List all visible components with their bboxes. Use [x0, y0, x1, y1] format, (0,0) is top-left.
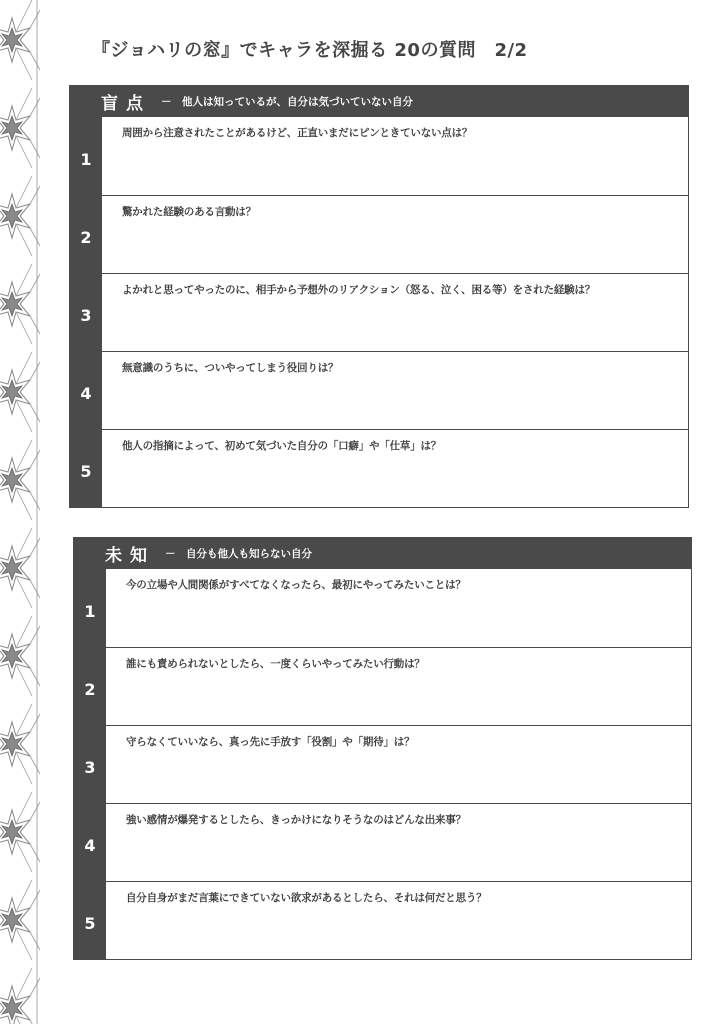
question-number: 2: [70, 196, 102, 273]
question-number: 5: [70, 430, 102, 507]
section-unknown: [73, 537, 692, 960]
question-row: [74, 803, 691, 882]
question-text: 周囲から注意されたことがあるけど、正直いまだにピンときていない点は？: [122, 127, 473, 139]
question-number: 1: [70, 117, 102, 195]
question-list: [73, 569, 692, 960]
section-subtitle: － 他人は知っているが、自分は気づいていない自分: [161, 95, 413, 108]
question-number: 4: [74, 804, 106, 881]
section-title: 盲点: [101, 93, 151, 114]
question-text: 強い感情が爆発するとしたら、きっかけになりそうなのはどんな出来事？: [126, 814, 466, 826]
question-text: 今の立場や人間関係がすべてなくなったら、最初にやってみたいことは？: [126, 579, 466, 591]
question-number: 5: [74, 882, 106, 959]
page-title: 『ジョハリの窓』でキャラを深掘る 20の質問 2/2: [92, 40, 528, 61]
question-row: [74, 725, 691, 804]
question-number: 2: [74, 648, 106, 725]
section-title: 未知: [105, 545, 155, 566]
question-row: [70, 195, 688, 274]
question-text: 無意識のうちに、ついやってしまう役回りは？: [122, 362, 339, 374]
question-row: [70, 429, 688, 508]
question-text: よかれと思ってやったのに、相手から予想外のリアクション（怒る、泣く、困る等）をされた経験は？: [122, 284, 596, 296]
section-subtitle: － 自分も他人も知らない自分: [165, 547, 312, 560]
question-text: 誰にも責められないとしたら、一度くらいやってみたい行動は？: [126, 658, 425, 670]
section-blind-spot: [69, 85, 689, 508]
question-row: [70, 117, 688, 196]
question-number: 4: [70, 352, 102, 429]
question-text: 守らなくていいなら、真っ先に手放す「役割」や「期待」は？: [126, 736, 415, 748]
question-text: 自分自身がまだ言葉にできていない欲求があるとしたら、それは何だと思う？: [126, 892, 487, 904]
question-list: [69, 117, 689, 508]
question-row: [74, 569, 691, 648]
question-row: [74, 647, 691, 726]
question-text: 他人の指摘によって、初めて気づいた自分の「口癖」や「仕草」は？: [122, 440, 442, 452]
decorative-star-border: [0, 0, 46, 1024]
question-row: [74, 881, 691, 960]
section-header: [69, 85, 689, 117]
question-number: 3: [70, 274, 102, 351]
question-row: [70, 273, 688, 352]
question-number: 1: [74, 569, 106, 647]
question-number: 3: [74, 726, 106, 803]
question-row: [70, 351, 688, 430]
section-header: [73, 537, 692, 569]
question-text: 驚かれた経験のある言動は？: [122, 206, 256, 218]
